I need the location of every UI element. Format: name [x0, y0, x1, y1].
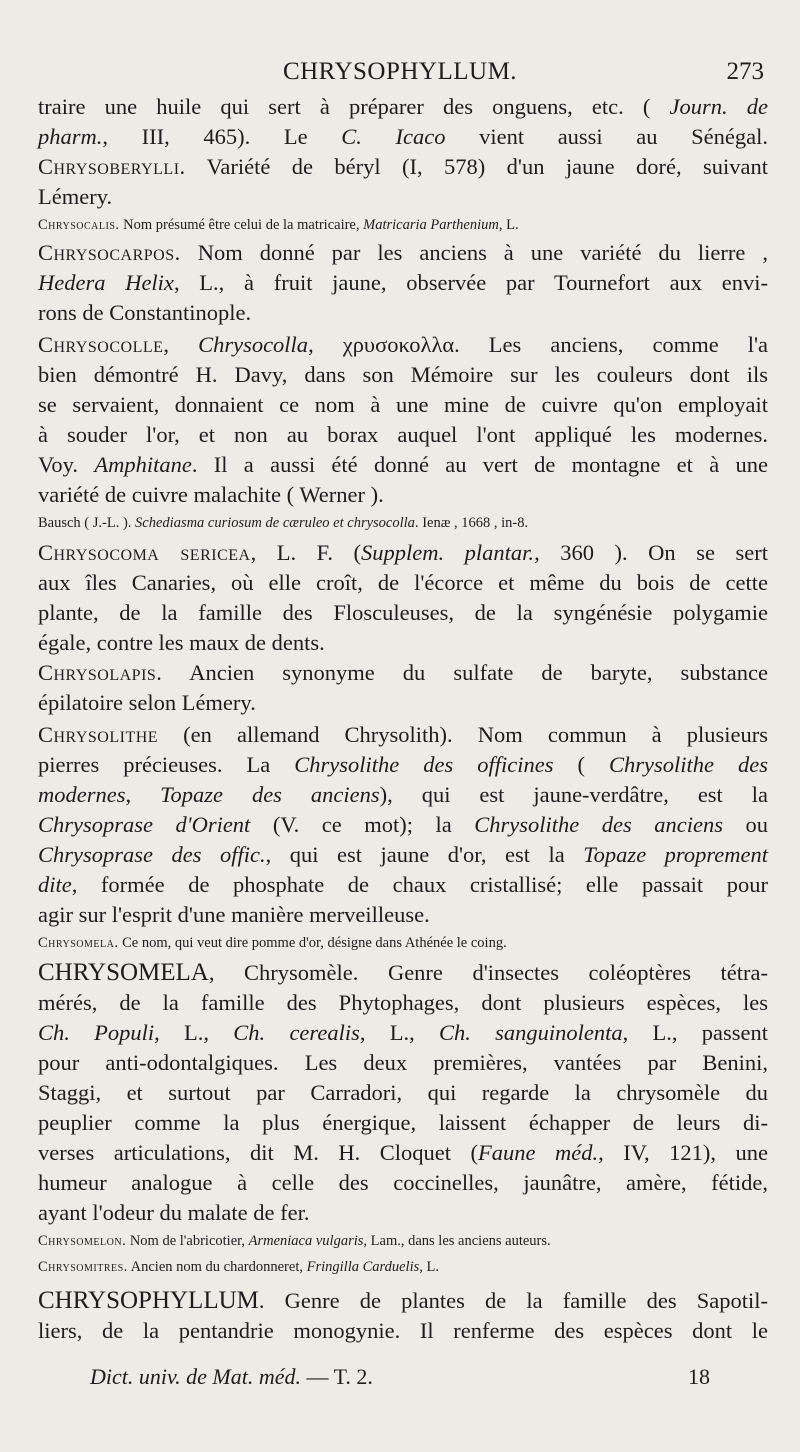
text-line: Hedera Helix, L., à fruit jaune, observée par Tournefort aux envi- [38, 270, 768, 295]
text-line: à souder l'or, et non au borax auquel l'ont appliqué les modernes. [38, 422, 768, 447]
entry-headword: Chrysocarpos. [38, 240, 181, 265]
sheet-number: 18 [688, 1364, 710, 1389]
entry-chrysocolle: Chrysocolle, Chrysocolla, χρυσοκολλα. Les anciens, comme l'a [38, 332, 768, 357]
entry-chrysolapis: Chrysolapis. Ancien synonyme du sulfate de baryte, substance [38, 660, 768, 685]
entry-headword: Chrysocolle [38, 332, 164, 357]
text-line: pharm., III, 465). Le C. Icaco vient aussi au Sénégal. [38, 124, 769, 149]
entry-chrysolithe: Chrysolithe (en allemand Chrysolith). Nom commun à plusieurs [38, 722, 768, 747]
text-line: pierres précieuses. La Chrysolithe des officines ( Chrysolithe des [38, 752, 769, 777]
text-line: Chrysoprase des offic., qui est jaune d'or, est la Topaze proprement [38, 842, 768, 867]
text-line: agir sur l'esprit d'une manière merveilleuse. [38, 902, 430, 927]
text-line: liers, de la pentandrie monogynie. Il renferme des espèces dont le [38, 1318, 768, 1343]
entry-chrysomitres: Chrysomitres. Ancien nom du chardonneret, Fringilla Carduelis, L. [38, 1259, 439, 1275]
entry-headword: Chrysocalis. [38, 217, 120, 233]
text-line: rons de Constantinople. [38, 300, 252, 325]
entry-chrysocarpos: Chrysocarpos. Nom donné par les anciens à une variété du lierre , [38, 240, 768, 265]
text-line: peuplier comme la plus énergique, laissent échapper de leurs di- [38, 1110, 768, 1135]
text-line: variété de cuivre malachite ( Werner ). [38, 482, 384, 507]
running-head [0, 58, 800, 90]
text-line: traire une huile qui sert à préparer des onguens, etc. ( Journ. de [38, 94, 769, 119]
entry-headword: CHRYSOPHYLLUM [38, 1287, 259, 1314]
text-line: Staggi, et surtout par Carradori, qui regarde la chrysomèle du [38, 1080, 768, 1105]
running-title: CHRYSOPHYLLUM. [282, 58, 518, 85]
entry-chrysomela-note: Chrysomela. Ce nom, qui veut dire pomme d'or, désigne dans Athénée le coing. [38, 935, 507, 951]
text-line: pour anti-odontalgiques. Les deux premières, vantées par Benini, [38, 1050, 768, 1075]
entry-chrysocalis: Chrysocalis. Nom présumé être celui de la matricaire, Matricaria Parthenium, L. [38, 217, 519, 233]
signature-line [90, 1364, 710, 1396]
page-number: 273 [726, 58, 764, 85]
signature-title: Dict. univ. de Mat. méd. — T. 2. [90, 1364, 373, 1389]
entry-headword: Chrysomitres. [38, 1259, 128, 1275]
text-line: Lémery. [38, 184, 113, 209]
text-line: humeur analogue à celle des coccinelles, jaunâtre, amère, fétide, [38, 1170, 768, 1195]
entry-chrysophyllum: CHRYSOPHYLLUM. Genre de plantes de la famille des Sapotil- [38, 1287, 768, 1314]
entry-headword: Chrysoberylli. [38, 154, 186, 179]
text-line: mérés, de la famille des Phytophages, dont plusieurs espèces, les [38, 990, 768, 1015]
entry-headword: Chrysocoma sericea [38, 540, 251, 565]
entry-chrysomelon: Chrysomelon. Nom de l'abricotier, Armeniaca vulgaris, Lam., dans les anciens auteurs. [38, 1233, 551, 1249]
entry-headword: CHRYSOMELA [38, 959, 209, 986]
text-line: épilatoire selon Lémery. [38, 690, 256, 715]
text-line: égale, contre les maux de dents. [38, 630, 325, 655]
text-line: se servaient, donnaient ce nom à une mine de cuivre qu'on employait [38, 392, 768, 417]
entry-chrysocoma: Chrysocoma sericea, L. F. (Supplem. plantar., 360 ). On se sert [38, 540, 768, 565]
entry-headword: Chrysolithe [38, 722, 159, 747]
text-line: Voy. Amphitane. Il a aussi été donné au vert de montagne et à une [38, 452, 768, 477]
entry-chrysomela: CHRYSOMELA, Chrysomèle. Genre d'insectes coléoptères tétra- [38, 959, 768, 986]
text-line: Chrysoprase d'Orient (V. ce mot); la Chrysolithe des anciens ou [38, 812, 769, 837]
body-text [38, 92, 768, 1346]
text-line: aux îles Canaries, où elle croît, de l'écorce et même du bois de cette [38, 570, 768, 595]
entry-chrysoberylli: Chrysoberylli. Variété de béryl (I, 578) d'un jaune doré, suivant [38, 154, 768, 179]
entry-headword: Chrysomela. [38, 935, 119, 951]
text-line: plante, de la famille des Flosculeuses, de la syngénésie polygamie [38, 600, 768, 625]
text-line: Ch. Populi, L., Ch. cerealis, L., Ch. sanguinolenta, L., passent [38, 1020, 768, 1045]
bibliography-bausch: Bausch ( J.-L. ). Schediasma curiosum de cæruleo et chrysocolla. Ienæ , 1668 , in-8. [38, 515, 529, 531]
text-line: verses articulations, dit M. H. Cloquet (Faune méd., IV, 121), une [38, 1140, 769, 1165]
text-line: ayant l'odeur du malate de fer. [38, 1200, 310, 1225]
text-line: dite, formée de phosphate de chaux cristallisé; elle passait pour [38, 872, 768, 897]
entry-headword: Chrysomelon. [38, 1233, 127, 1249]
entry-headword: Chrysolapis. [38, 660, 163, 685]
text-line: modernes, Topaze des anciens), qui est jaune-verdâtre, est la [38, 782, 768, 807]
text-line: bien démontré H. Davy, dans son Mémoire sur les couleurs dont ils [38, 362, 768, 387]
